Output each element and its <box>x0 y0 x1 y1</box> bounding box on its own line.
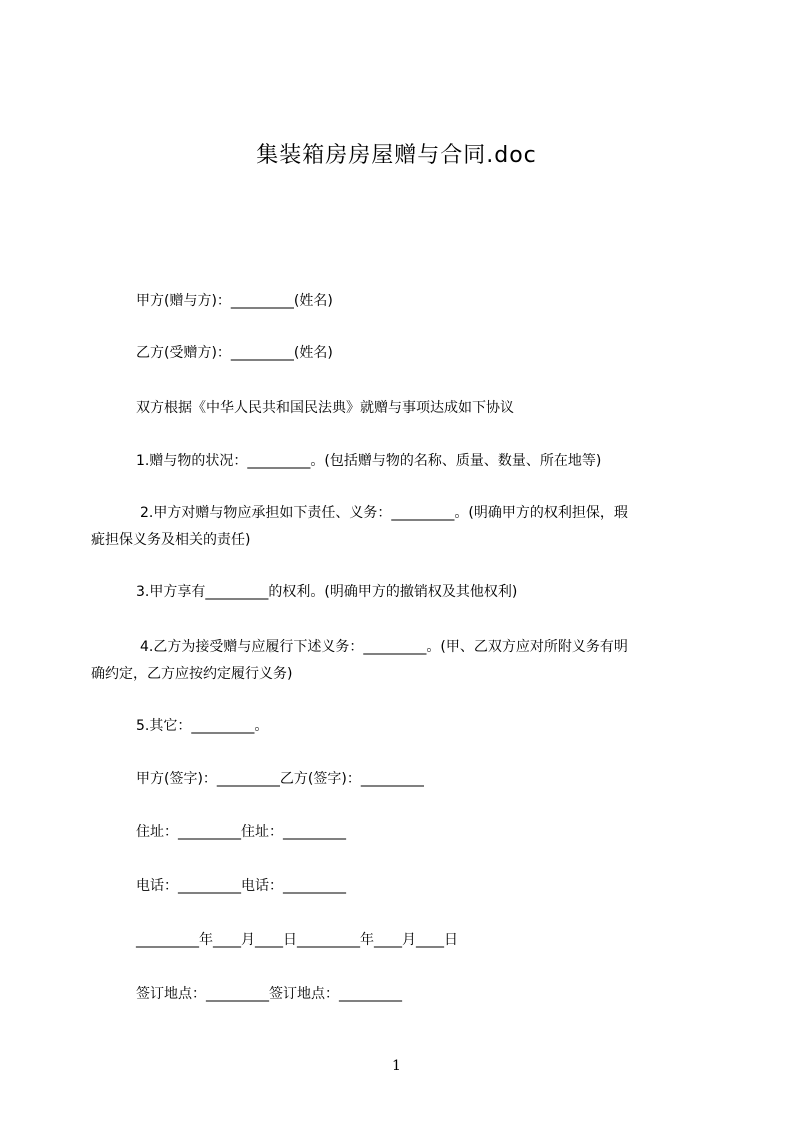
clause-3: 3.甲方享有_________的权利。(明确甲方的撤销权及其他权利) <box>136 584 518 600</box>
clause-4-line-1: 4.乙方为接受赠与应履行下述义务：_________。(甲、乙双方应对所附义务有明 <box>140 639 628 655</box>
signatures-line: 甲方(签字)：_________乙方(签字)：_________ <box>136 771 424 787</box>
clause-2-line-2: 疵担保义务及相关的责任) <box>91 532 251 548</box>
page-number: 1 <box>392 1058 401 1074</box>
clause-5: 5.其它：_________。 <box>136 718 269 734</box>
clause-1: 1.赠与物的状况：_________。(包括赠与物的名称、质量、数量、所在地等) <box>136 453 602 469</box>
signing-places-line: 签订地点：_________签订地点：_________ <box>136 986 402 1002</box>
agreement-intro: 双方根据《中华人民共和国民法典》就赠与事项达成如下协议 <box>136 400 514 416</box>
party-b-line: 乙方(受赠方)：_________(姓名) <box>136 345 333 361</box>
clause-4-line-2: 确约定，乙方应按约定履行义务) <box>91 666 293 682</box>
phones-line: 电话：_________电话：_________ <box>136 878 346 894</box>
clause-2 <box>91 500 710 554</box>
clause-2-line-1: 2.甲方对赠与物应承担如下责任、义务：_________。(明确甲方的权利担保，瑕 <box>140 505 628 521</box>
clause-4 <box>91 634 710 688</box>
dates-line: _________年____月____日_________年____月____日 <box>136 932 458 948</box>
party-a-line: 甲方(赠与方)：_________(姓名) <box>136 293 333 309</box>
document-title: 集装箱房房屋赠与合同.doc <box>256 143 537 168</box>
addresses-line: 住址：_________住址：_________ <box>136 824 346 840</box>
